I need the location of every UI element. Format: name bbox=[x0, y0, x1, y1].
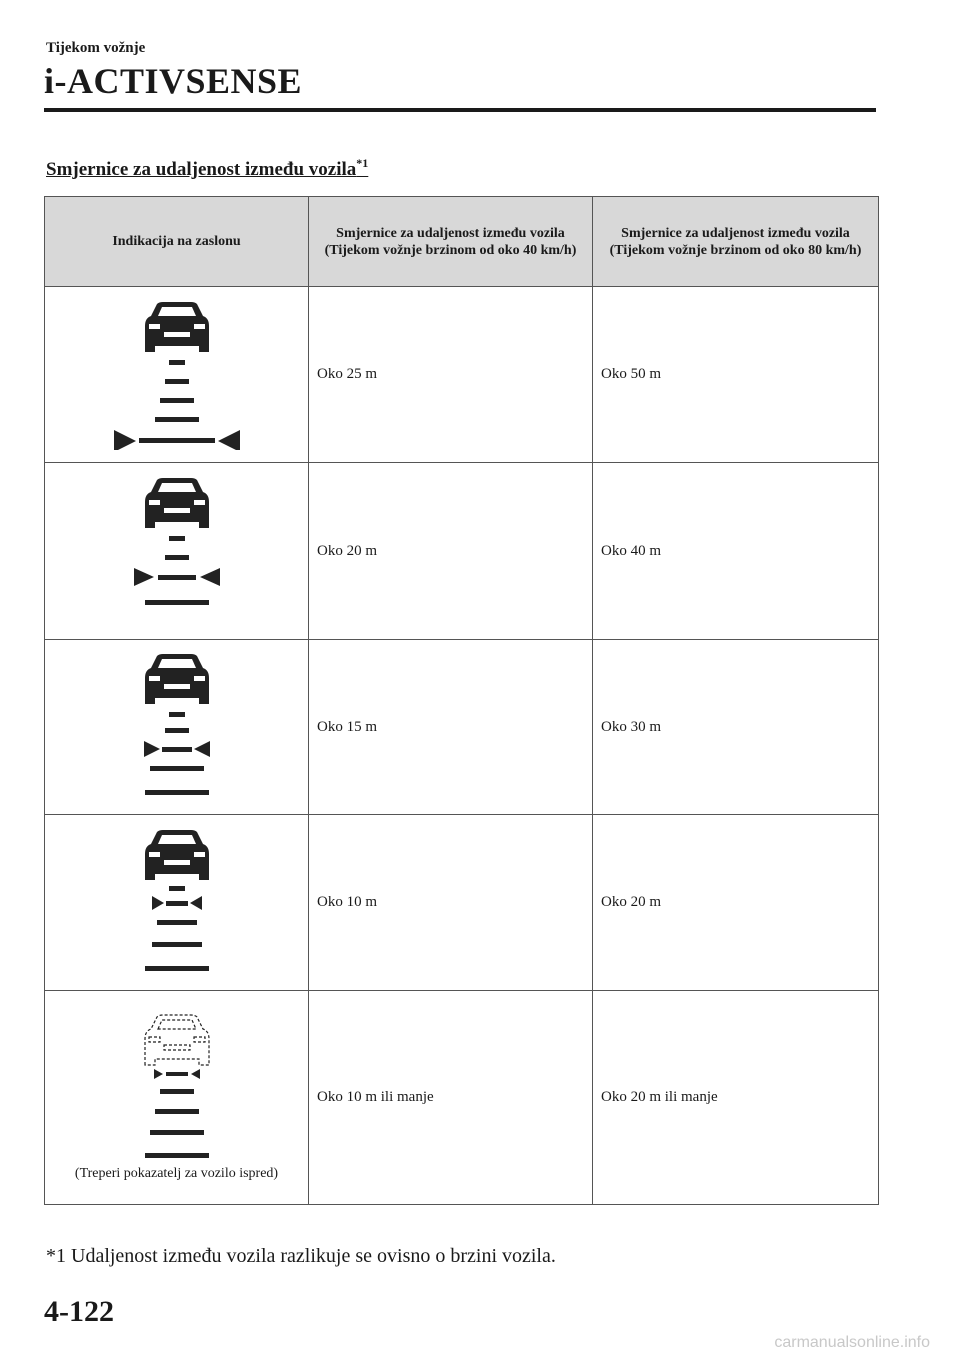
distance-80kmh: Oko 50 m bbox=[593, 287, 879, 463]
distance-level-3-icon bbox=[112, 476, 242, 626]
distance-40kmh: Oko 15 m bbox=[309, 640, 593, 815]
indicator-cell bbox=[45, 640, 309, 815]
distance-40kmh: Oko 20 m bbox=[309, 463, 593, 640]
distance-80kmh: Oko 20 m ili manje bbox=[593, 991, 879, 1205]
subheading-text: Smjernice za udaljenost između vozila bbox=[46, 159, 357, 180]
footnote: *1 Udaljenost između vozila razlikuje se ovisno o brzini vozila. bbox=[46, 1245, 556, 1267]
table-row bbox=[45, 815, 879, 991]
table-row bbox=[45, 991, 879, 1205]
table-row bbox=[45, 463, 879, 640]
table-header-row bbox=[45, 197, 879, 287]
page-number: 4-122 bbox=[44, 1295, 114, 1328]
indicator-cell bbox=[45, 815, 309, 991]
distance-level-1-icon bbox=[112, 828, 242, 978]
header-40kmh: Smjernice za udaljenost između vozila (Tijekom vožnje brzinom od oko 40 km/h) bbox=[309, 197, 593, 287]
indicator-cell bbox=[45, 287, 309, 463]
chapter-label: Tijekom vožnje bbox=[46, 40, 146, 56]
distance-40kmh: Oko 25 m bbox=[309, 287, 593, 463]
distance-guide-table bbox=[44, 196, 879, 1205]
distance-80kmh: Oko 30 m bbox=[593, 640, 879, 815]
distance-flashing-icon bbox=[112, 1013, 242, 1163]
distance-40kmh: Oko 10 m ili manje bbox=[309, 991, 593, 1205]
distance-80kmh: Oko 20 m bbox=[593, 815, 879, 991]
watermark: carmanualsonline.info bbox=[774, 1334, 930, 1351]
distance-level-2-icon bbox=[112, 652, 242, 802]
table-row bbox=[45, 640, 879, 815]
distance-level-4-icon bbox=[112, 300, 242, 450]
distance-80kmh: Oko 40 m bbox=[593, 463, 879, 640]
flashing-indicator-caption: (Treperi pokazatelj za vozilo ispred) bbox=[74, 1165, 279, 1181]
section-subheading bbox=[46, 156, 368, 181]
indicator-cell bbox=[45, 463, 309, 640]
page-title: i-ACTIVSENSE bbox=[44, 61, 303, 101]
table-row bbox=[45, 287, 879, 463]
title-divider bbox=[44, 108, 876, 112]
footnote-marker: *1 bbox=[356, 156, 369, 170]
header-80kmh: Smjernice za udaljenost između vozila (Tijekom vožnje brzinom od oko 80 km/h) bbox=[593, 197, 879, 287]
distance-40kmh: Oko 10 m bbox=[309, 815, 593, 991]
indicator-cell bbox=[45, 991, 309, 1205]
header-display-indication: Indikacija na zaslonu bbox=[45, 197, 309, 287]
